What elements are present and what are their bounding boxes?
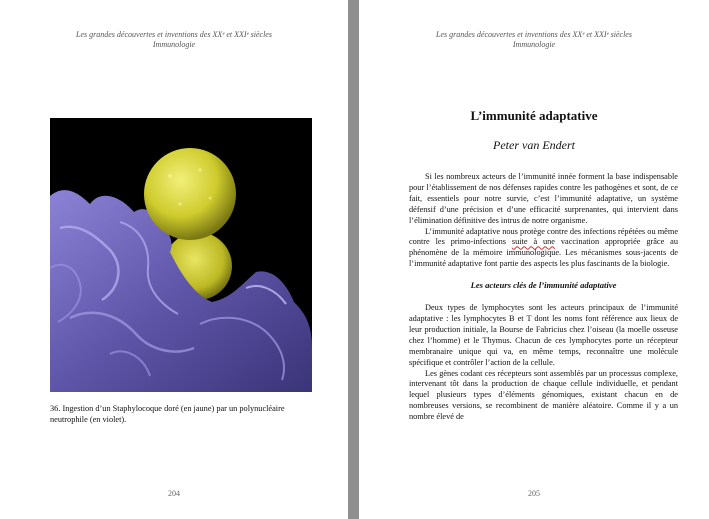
chapter-body bbox=[409, 172, 678, 423]
book-gutter bbox=[348, 0, 359, 519]
micrograph-illustration bbox=[50, 118, 312, 392]
paragraph-1: Si les nombreux acteurs de l’immunité innée forment la base indispensable pour l’établissement de nos défenses rapides contre les pathogènes et sont, de ce fait, essentiels pour notre survie, c’est l’immunité adaptative, un système défensif d’une précision et d’une efficacité surprenantes, qui intervient dans l’élimination définitive des intrus de notre organisme. bbox=[409, 172, 678, 225]
left-page bbox=[0, 0, 348, 519]
chapter-title: L’immunité adaptative bbox=[470, 108, 598, 123]
page-number-left: 204 bbox=[168, 489, 180, 498]
section-heading: Les acteurs clés de l’immunité adaptative bbox=[470, 280, 617, 291]
paragraph-2-start: L’immunité adaptative nous protège contre des infections répétées ou même contre les primo-infections bbox=[409, 226, 678, 247]
header-line1: Les grandes découvertes et inventions des XXᵉ et XXIᵉ siècles bbox=[436, 30, 632, 39]
header-line1: Les grandes découvertes et inventions des XXᵉ et XXIᵉ siècles bbox=[76, 30, 272, 39]
paragraph-2 bbox=[409, 227, 678, 271]
paragraph-2-end: vaccination appropriée grâce au phénomène de la mémoire immunologique. Les mécanismes sous-jacents de l’immunité adaptative font partie des aspects les plus fascinants de la biologie. bbox=[409, 237, 678, 269]
page-number-right: 205 bbox=[528, 489, 540, 498]
figure-caption: 36. Ingestion d’un Staphylocoque doré (en jaune) par un polynucléaire neutrophile (en violet). bbox=[50, 404, 285, 424]
header-line2: Immunologie bbox=[512, 40, 556, 49]
figure-micrograph bbox=[50, 118, 312, 392]
chapter-author: Peter van Endert bbox=[493, 138, 575, 152]
running-header-left bbox=[0, 30, 348, 50]
bacterium-upper bbox=[144, 148, 236, 240]
spellcheck-marked-text: suite à une bbox=[511, 237, 555, 247]
header-line2: Immunologie bbox=[152, 40, 196, 49]
running-header-right bbox=[359, 30, 709, 50]
right-page bbox=[359, 0, 709, 519]
paragraph-4: Les gènes codant ces récepteurs sont assemblés par un processus complexe, intervenant tôt dans la production de chaque cellule individuelle, et pendant lequel plusieurs types d’éléments génomiques, existant chacun en de nombreuses versions, se recombinent de manière aléatoire. Comme il y a un nombre élevé de bbox=[409, 368, 678, 422]
paragraph-3: Deux types de lymphocytes sont les acteurs principaux de l’immunité adaptative : les lymphocytes B et T dont les noms font référence aux lieux de leur production initiale, la Bourse de Fabricius chez l’oiseau (la moelle osseuse chez l’homme) et le Thymus. Chacun de ces lymphocytes porte un récepteur membranaire unique qui va, en même temps, reconnaître une molécule spécifique et contrôler l’action de la cellule. bbox=[409, 303, 678, 367]
